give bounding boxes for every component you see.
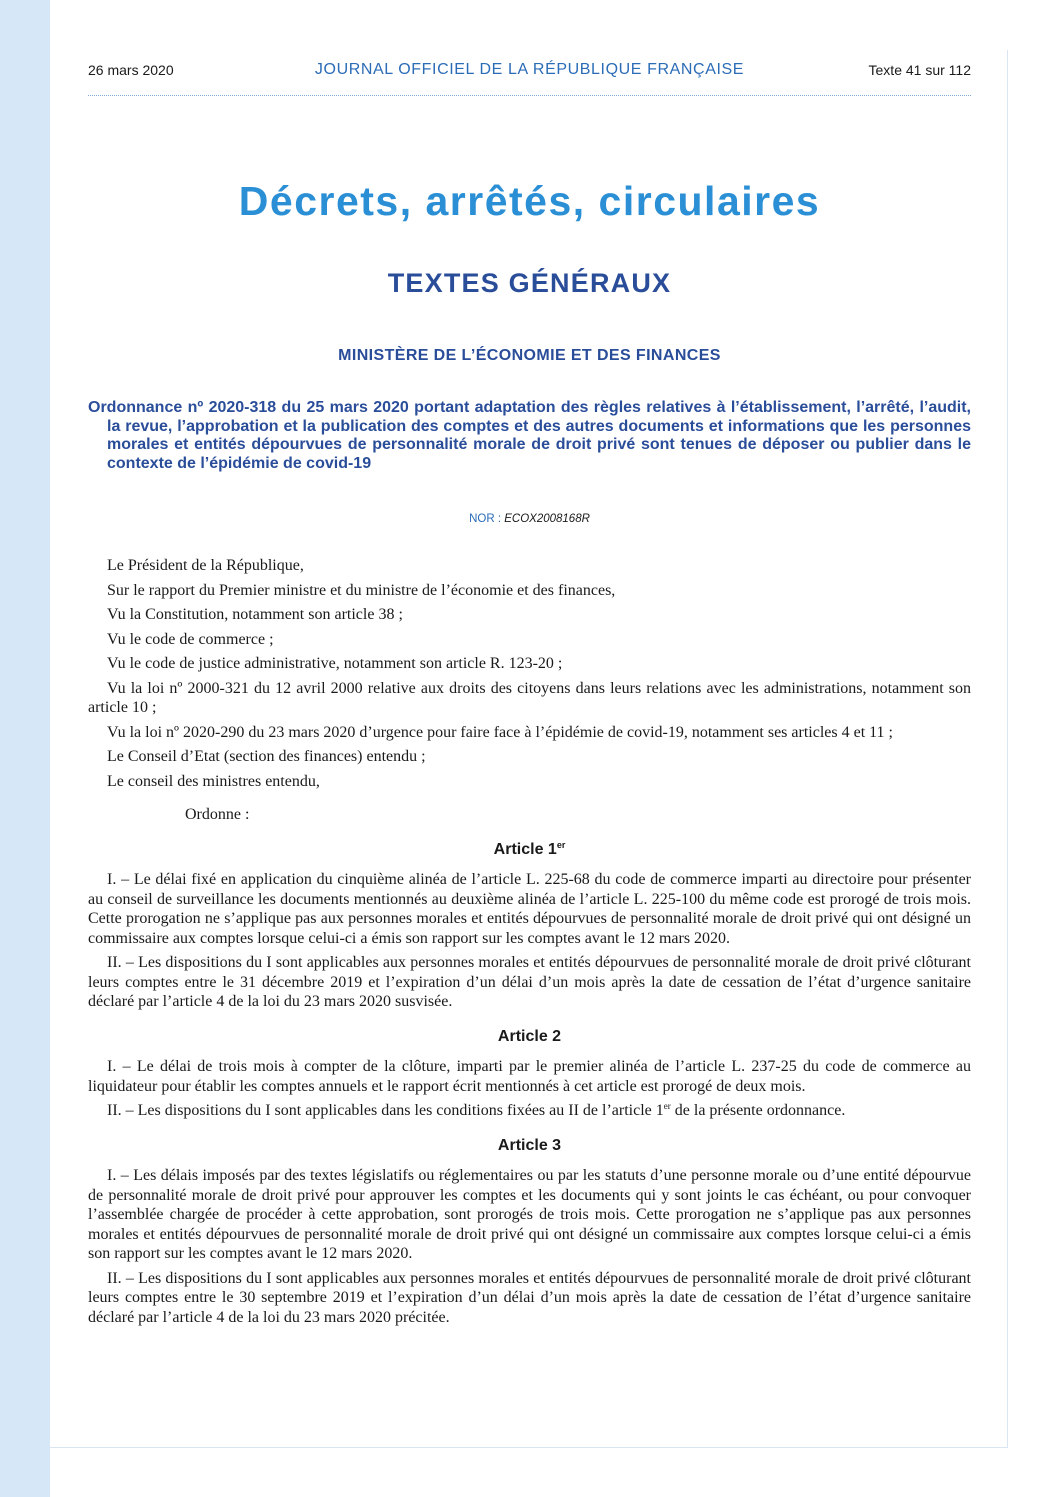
page-frame-bottom — [50, 1447, 1008, 1448]
preamble-line: Sur le rapport du Premier ministre et du ministre de l’économie et des finances, — [107, 581, 616, 599]
article-1 — [88, 840, 971, 1012]
article-paragraph: II. – Les dispositions du I sont applicables aux personnes morales et entités dépourvues de personnalité morale de droit privé clôturant leurs comptes entre le 31 décembre 2019 et l’expiration d’un délai d’un mois après la date de cessation de l’état d’urgence sanitaire déclaré par l’article 4 de la loi du 23 mars 2020 susvisée. — [88, 954, 971, 1010]
header-page-number: Texte 41 sur 112 — [868, 62, 971, 78]
article-heading: Article 2 — [497, 1027, 562, 1045]
subsection-title: TEXTES GÉNÉRAUX — [387, 268, 672, 298]
article-paragraph — [88, 1101, 971, 1121]
article-heading — [88, 840, 971, 860]
page-frame-right — [1007, 50, 1008, 1447]
ordonne-line: Ordonne : — [185, 806, 250, 823]
section-title: Décrets, arrêtés, circulaires — [238, 178, 821, 224]
preamble-line: Le Conseil d’Etat (section des finances) entendu ; — [107, 748, 426, 765]
article-paragraph: I. – Le délai de trois mois à compter de la clôture, imparti par le premier alinéa de l’article L. 237-25 du code de commerce au liquidateur pour établir les comptes annuels et le rapport écrit mentionnés à cet article est prorogé de deux mois. — [88, 1058, 971, 1095]
document-body — [88, 556, 971, 1332]
header-journal-name: JOURNAL OFFICIEL DE LA RÉPUBLIQUE FRANÇAISE — [314, 61, 745, 78]
article-paragraph: I. – Les délais imposés par des textes législatifs ou réglementaires ou par les statuts d’une personne morale ou d’une entité dépourvue de personnalité morale de droit privé pour approuver les comptes et les documents qui y sont joints le cas échéant, ou pour convoquer l’assemblée chargée de procéder à cette approbation, sont prorogés de trois mois. Cette prorogation ne s’applique pas aux personnes morales et entités dépourvues de personnalité morale de droit privé qui ont désigné un commissaire aux comptes lorsque celui-ci a émis son rapport sur les comptes avant le 12 mars 2020. — [88, 1167, 971, 1262]
article-heading-text: Article 1 — [493, 840, 557, 858]
ministry-heading: MINISTÈRE DE L’ÉCONOMIE ET DES FINANCES — [338, 347, 721, 364]
preamble-line: Vu la loi nº 2020-290 du 23 mars 2020 d’urgence pour faire face à l’épidémie de covid-19, notamment ses articles 4 et 11 ; — [107, 723, 893, 741]
preamble-line: Vu la Constitution, notamment son article 38 ; — [107, 606, 403, 623]
article-heading-sup: er — [556, 839, 566, 850]
article-heading: Article 3 — [497, 1136, 562, 1154]
page-header — [88, 62, 971, 84]
preamble — [88, 556, 971, 791]
preamble-line: Vu la loi nº 2000-321 du 12 avril 2000 relative aux droits des citoyens dans leurs relations avec les administrations, notamment son article 10 ; — [88, 679, 971, 716]
ordinance-title: Ordonnance nº 2020-318 du 25 mars 2020 portant adaptation des règles relatives à l’établissement, l’arrêté, l’audit, la revue, l’approbation et la publication des comptes et des autres documents et informations que les personnes morales et entités dépourvues de personnalité morale de droit privé sont tenues de déposer ou publier dans le contexte de l’épidémie de covid-19 — [88, 399, 971, 472]
article-3 — [88, 1136, 971, 1328]
article-paragraph: I. – Le délai fixé en application du cinquième alinéa de l’article L. 225-68 du code de commerce imparti au directoire pour présenter au conseil de surveillance les documents mentionnés au deuxième alinéa de l’article L. 225-100 du même code est prorogé de trois mois. Cette prorogation ne s’applique pas aux personnes morales et entités dépourvues de personnalité morale de droit privé qui ont désigné un commissaire aux comptes lorsque celui-ci a émis son rapport sur les comptes avant le 12 mars 2020. — [88, 871, 971, 947]
nor-reference — [88, 513, 971, 525]
header-date: 26 mars 2020 — [88, 62, 174, 78]
preamble-line: Le conseil des ministres entendu, — [107, 772, 320, 790]
paragraph-text: II. – Les dispositions du I sont applicables dans les conditions fixées au II de l’article 1 — [107, 1102, 664, 1119]
nor-label: NOR : — [469, 513, 502, 525]
preamble-line: Le Président de la République, — [107, 557, 304, 574]
left-margin-band — [0, 0, 50, 1497]
paragraph-sup: er — [663, 1101, 671, 1111]
header-divider — [88, 95, 971, 96]
nor-value: ECOX2008168R — [504, 513, 590, 525]
paragraph-text: de la présente ordonnance. — [670, 1102, 846, 1119]
preamble-line: Vu le code de justice administrative, notamment son article R. 123-20 ; — [107, 655, 563, 672]
preamble-line: Vu le code de commerce ; — [107, 630, 274, 648]
article-2 — [88, 1027, 971, 1121]
article-paragraph: II. – Les dispositions du I sont applicables aux personnes morales et entités dépourvues de personnalité morale de droit privé clôturant leurs comptes entre le 30 septembre 2019 et l’expiration d’un délai d’un mois après la date de cessation de l’état d’urgence sanitaire déclaré par l’article 4 de la loi du 23 mars 2020 précitée. — [88, 1269, 971, 1326]
